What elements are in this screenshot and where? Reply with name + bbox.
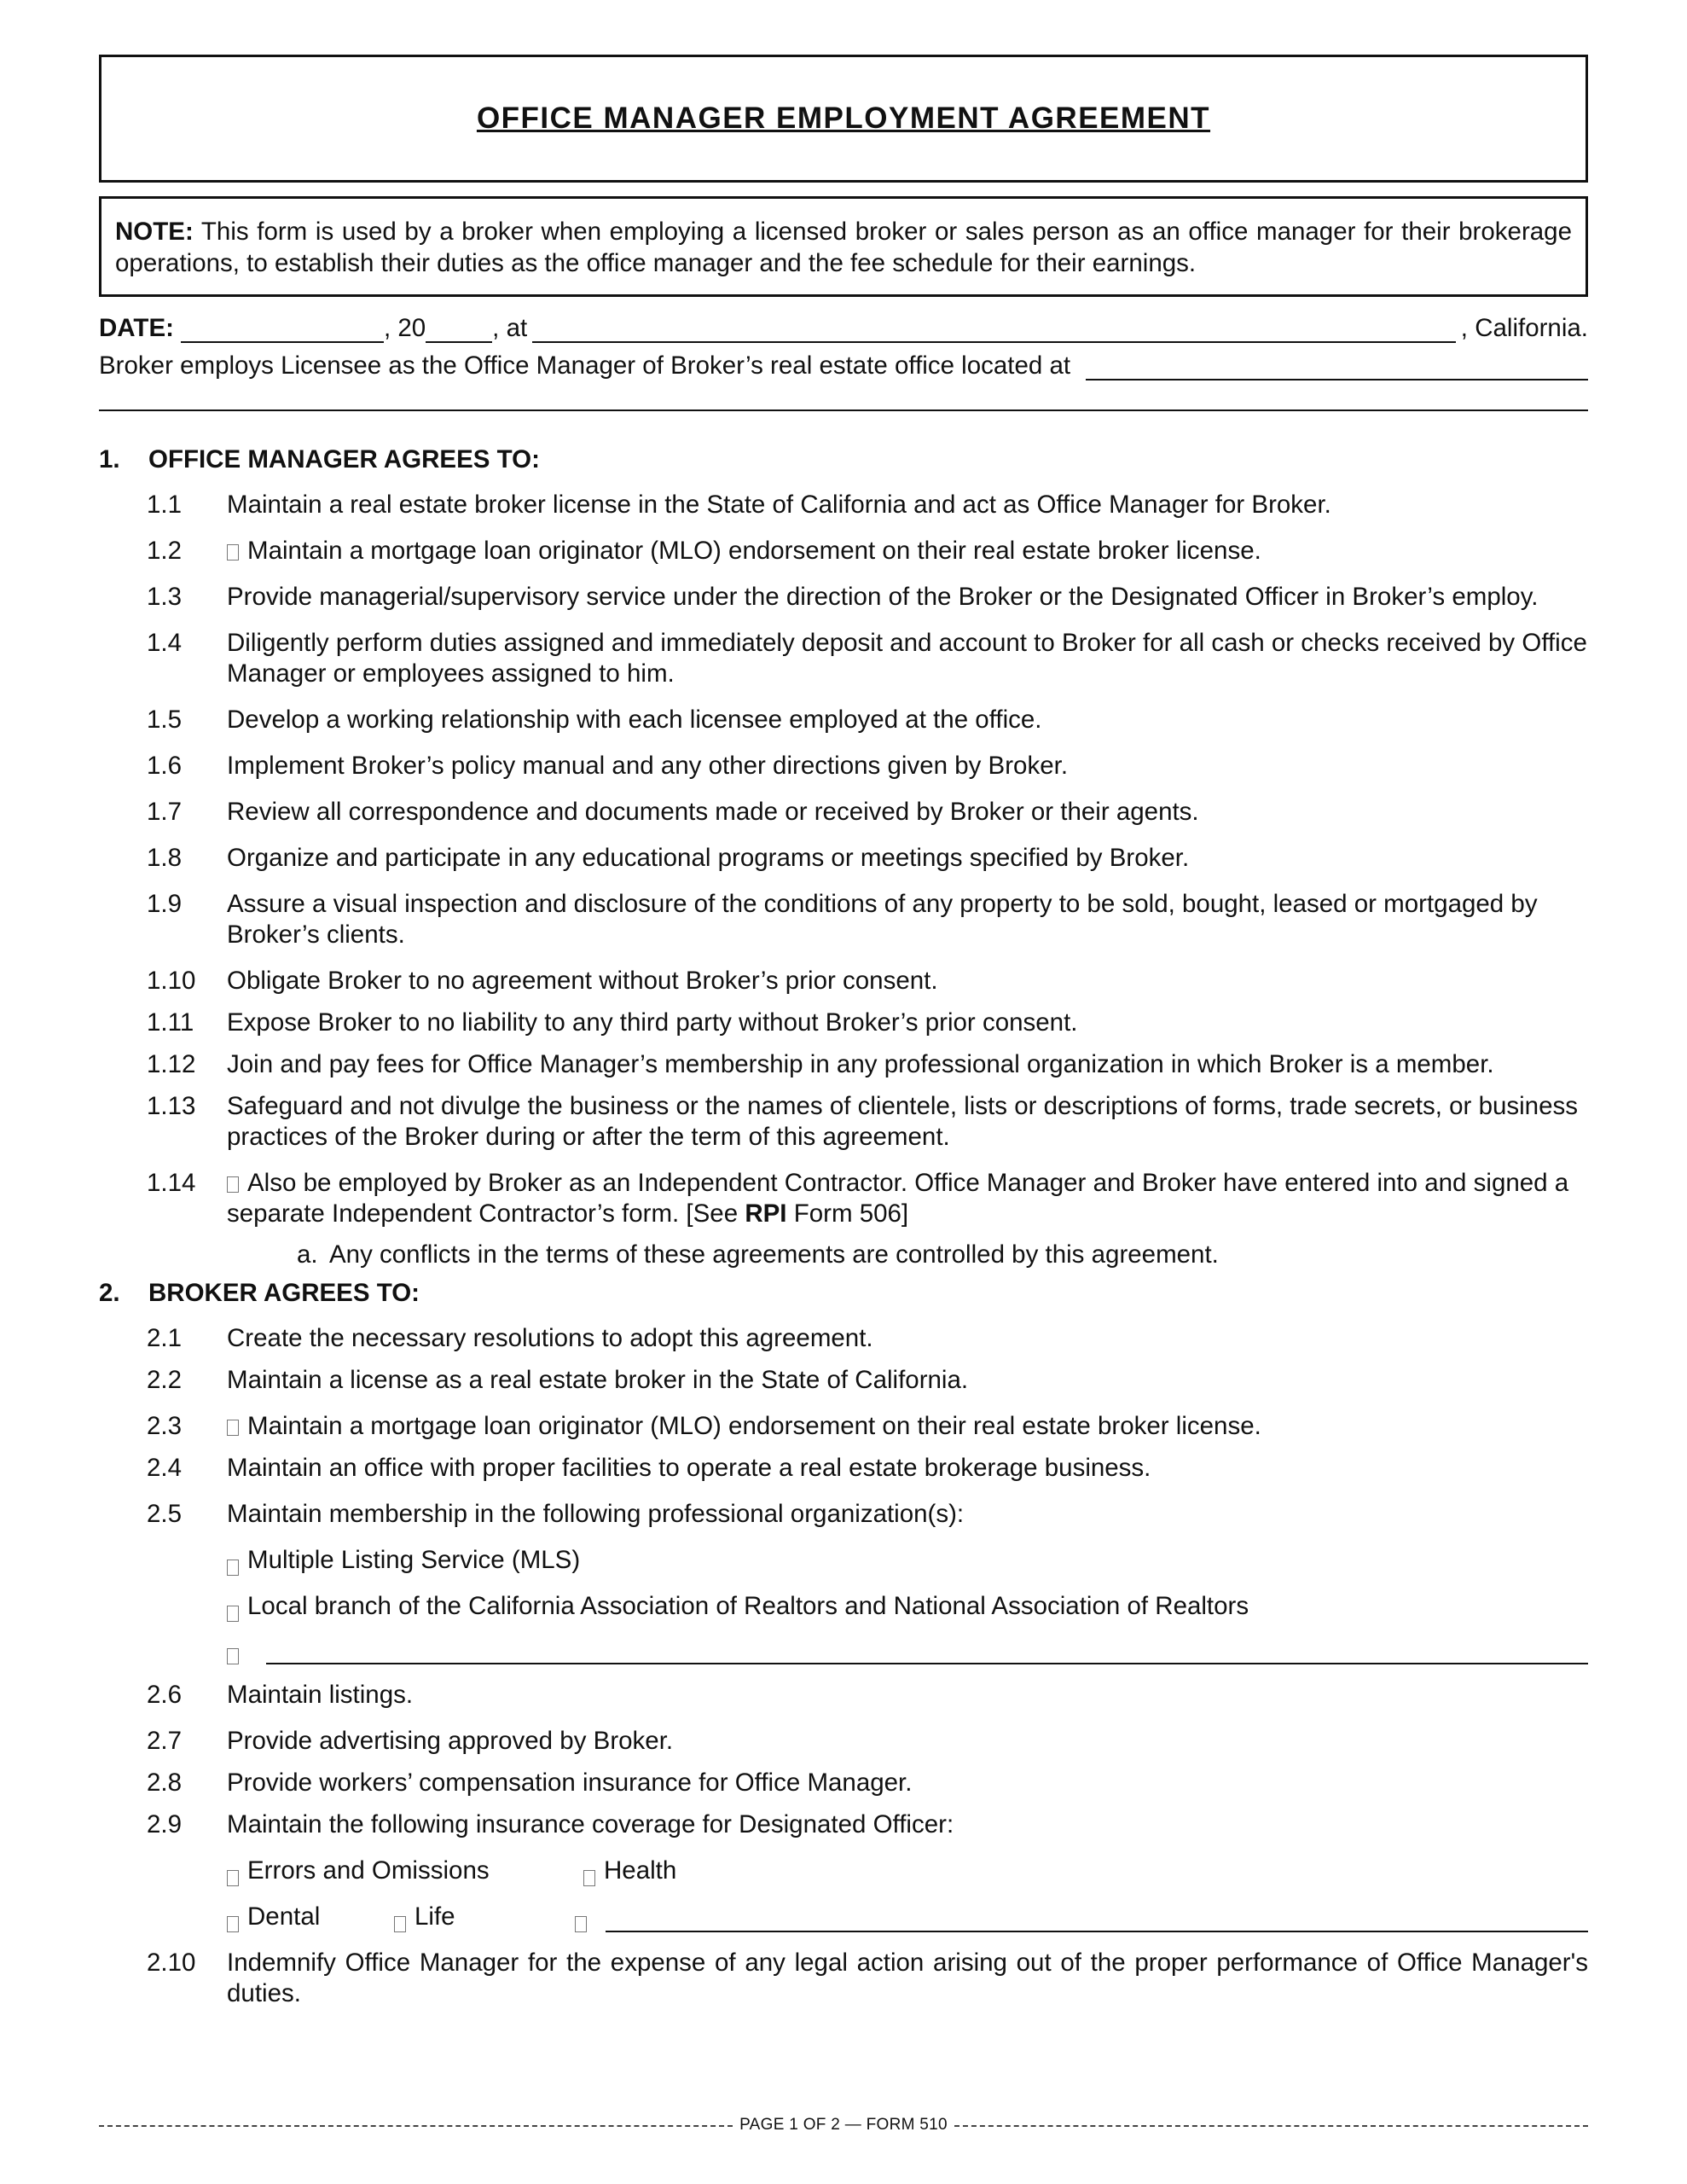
item-1-7: 1.7 Review all correspondence and documents made or received by Broker or their agents. <box>147 798 1199 826</box>
state-label: , California. <box>1460 314 1588 342</box>
date-field[interactable] <box>181 317 384 343</box>
item-2-8: 2.8 Provide workers’ compensation insurance for Office Manager. <box>147 1769 913 1797</box>
item-2-9: 2.9 Maintain the following insurance coverage for Designated Officer: <box>147 1810 954 1838</box>
checkbox-eo[interactable] <box>227 1870 239 1886</box>
office-address-field-2[interactable] <box>99 380 1588 411</box>
checkbox-org-other[interactable] <box>227 1648 239 1664</box>
item-1-14: 1.14 Also be employed by Broker as an Independent Contractor. Office Manager and Broker have entered into and signed a separate Independent Contractor’s form. [See RPI Form 506] <box>147 1169 1569 1228</box>
section-2-heading: 2. BROKER AGREES TO: <box>99 1279 420 1307</box>
item-1-6: 1.6 Implement Broker’s policy manual and any other directions given by Broker. <box>147 752 1069 780</box>
item-1-4: 1.4 Diligently perform duties assigned and immediately deposit and account to Broker for all cash or checks received by Office Manager or employees assigned to him. <box>147 629 1587 688</box>
location-field[interactable] <box>532 317 1456 343</box>
insurance-row-2: Dental Life <box>99 1902 1588 1932</box>
item-1-12: 1.12 Join and pay fees for Office Manager’s membership in any professional organization in which Broker is a member. <box>147 1050 1494 1078</box>
section-1-heading: 1. OFFICE MANAGER AGREES TO: <box>99 445 540 473</box>
insurance-other-field[interactable] <box>606 1905 1588 1932</box>
org-mls-option: Multiple Listing Service (MLS) <box>99 1545 1588 1576</box>
item-1-3: 1.3 Provide managerial/supervisory service under the direction of the Broker or the Designated Officer in Broker’s employ. <box>147 583 1539 611</box>
employs-line <box>99 346 1588 380</box>
note-text: This form is used by a broker when employing a licensed broker or sales person as an office manager for their brokerage operations, to establish their duties as the office manager and the fee schedule for their earnings. <box>115 218 1572 277</box>
checkbox-car[interactable] <box>227 1606 239 1622</box>
checkbox-1-14[interactable] <box>227 1176 239 1193</box>
item-1-13: 1.13 Safeguard and not divulge the business or the names of clientele, lists or descriptions of forms, trade secrets, or business practices of the Broker during or after the term of this agreement. <box>147 1092 1578 1151</box>
item-1-8: 1.8 Organize and participate in any educational programs or meetings specified by Broker. <box>147 844 1190 872</box>
checkbox-dental[interactable] <box>227 1916 239 1932</box>
item-1-2: 1.2 Maintain a mortgage loan originator (MLO) endorsement on their real estate broker license. <box>147 537 1261 565</box>
date-line <box>99 309 1588 343</box>
item-1-5: 1.5 Develop a working relationship with each licensee employed at the office. <box>147 706 1042 734</box>
office-address-field[interactable] <box>1086 355 1588 380</box>
note-label: NOTE: <box>115 218 194 246</box>
org-other-option <box>99 1637 1588 1664</box>
form-title: OFFICE MANAGER EMPLOYMENT AGREEMENT <box>476 102 1211 135</box>
year-field[interactable] <box>426 317 492 343</box>
insurance-row-1: Errors and Omissions Health <box>99 1856 1588 1886</box>
org-other-field[interactable] <box>266 1637 1588 1664</box>
checkbox-1-2[interactable] <box>227 544 239 561</box>
item-2-6: 2.6 Maintain listings. <box>147 1681 414 1709</box>
item-2-10: 2.10 Indemnify Office Manager for the expense of any legal action arising out of the proper performance of Office Manager's duties. <box>147 1949 1588 2007</box>
item-2-5: 2.5 Maintain membership in the following professional organization(s): <box>147 1500 965 1528</box>
item-2-2: 2.2 Maintain a license as a real estate broker in the State of California. <box>147 1366 969 1394</box>
form-page <box>99 55 1588 2009</box>
checkbox-mls[interactable] <box>227 1560 239 1576</box>
item-2-1: 2.1 Create the necessary resolutions to adopt this agreement. <box>147 1324 873 1352</box>
checkbox-2-3[interactable] <box>227 1420 239 1436</box>
title-box <box>99 55 1588 183</box>
checkbox-life[interactable] <box>394 1916 406 1932</box>
page-footer <box>99 2116 1588 2135</box>
year-prefix: , 20 <box>383 314 426 342</box>
item-2-7: 2.7 Provide advertising approved by Broker. <box>147 1727 674 1755</box>
item-2-3: 2.3 Maintain a mortgage loan originator (MLO) endorsement on their real estate broker license. <box>147 1412 1261 1440</box>
note-box <box>99 196 1588 297</box>
checkbox-health[interactable] <box>583 1870 595 1886</box>
item-1-14-a: a. Any conflicts in the terms of these agreements are controlled by this agreement. <box>297 1240 1219 1269</box>
date-label: DATE: <box>99 314 174 342</box>
item-1-1: 1.1 Maintain a real estate broker license in the State of California and act as Office Manager for Broker. <box>147 491 1331 519</box>
at-label: , at <box>492 314 528 342</box>
footer-text: PAGE 1 OF 2 — FORM 510 <box>739 2116 948 2134</box>
checkbox-insurance-other[interactable] <box>575 1916 587 1932</box>
item-2-4: 2.4 Maintain an office with proper facilities to operate a real estate brokerage business. <box>147 1454 1151 1482</box>
item-1-9: 1.9 Assure a visual inspection and disclosure of the conditions of any property to be sold, bought, leased or mortgaged by Broker’s clients. <box>147 890 1538 949</box>
item-1-11: 1.11 Expose Broker to no liability to any third party without Broker’s prior consent. <box>147 1008 1078 1037</box>
item-1-10: 1.10 Obligate Broker to no agreement without Broker’s prior consent. <box>147 967 938 995</box>
employs-text: Broker employs Licensee as the Office Manager of Broker’s real estate office located at <box>99 351 1071 380</box>
org-car-option: Local branch of the California Association of Realtors and National Association of Realtors <box>99 1591 1588 1622</box>
